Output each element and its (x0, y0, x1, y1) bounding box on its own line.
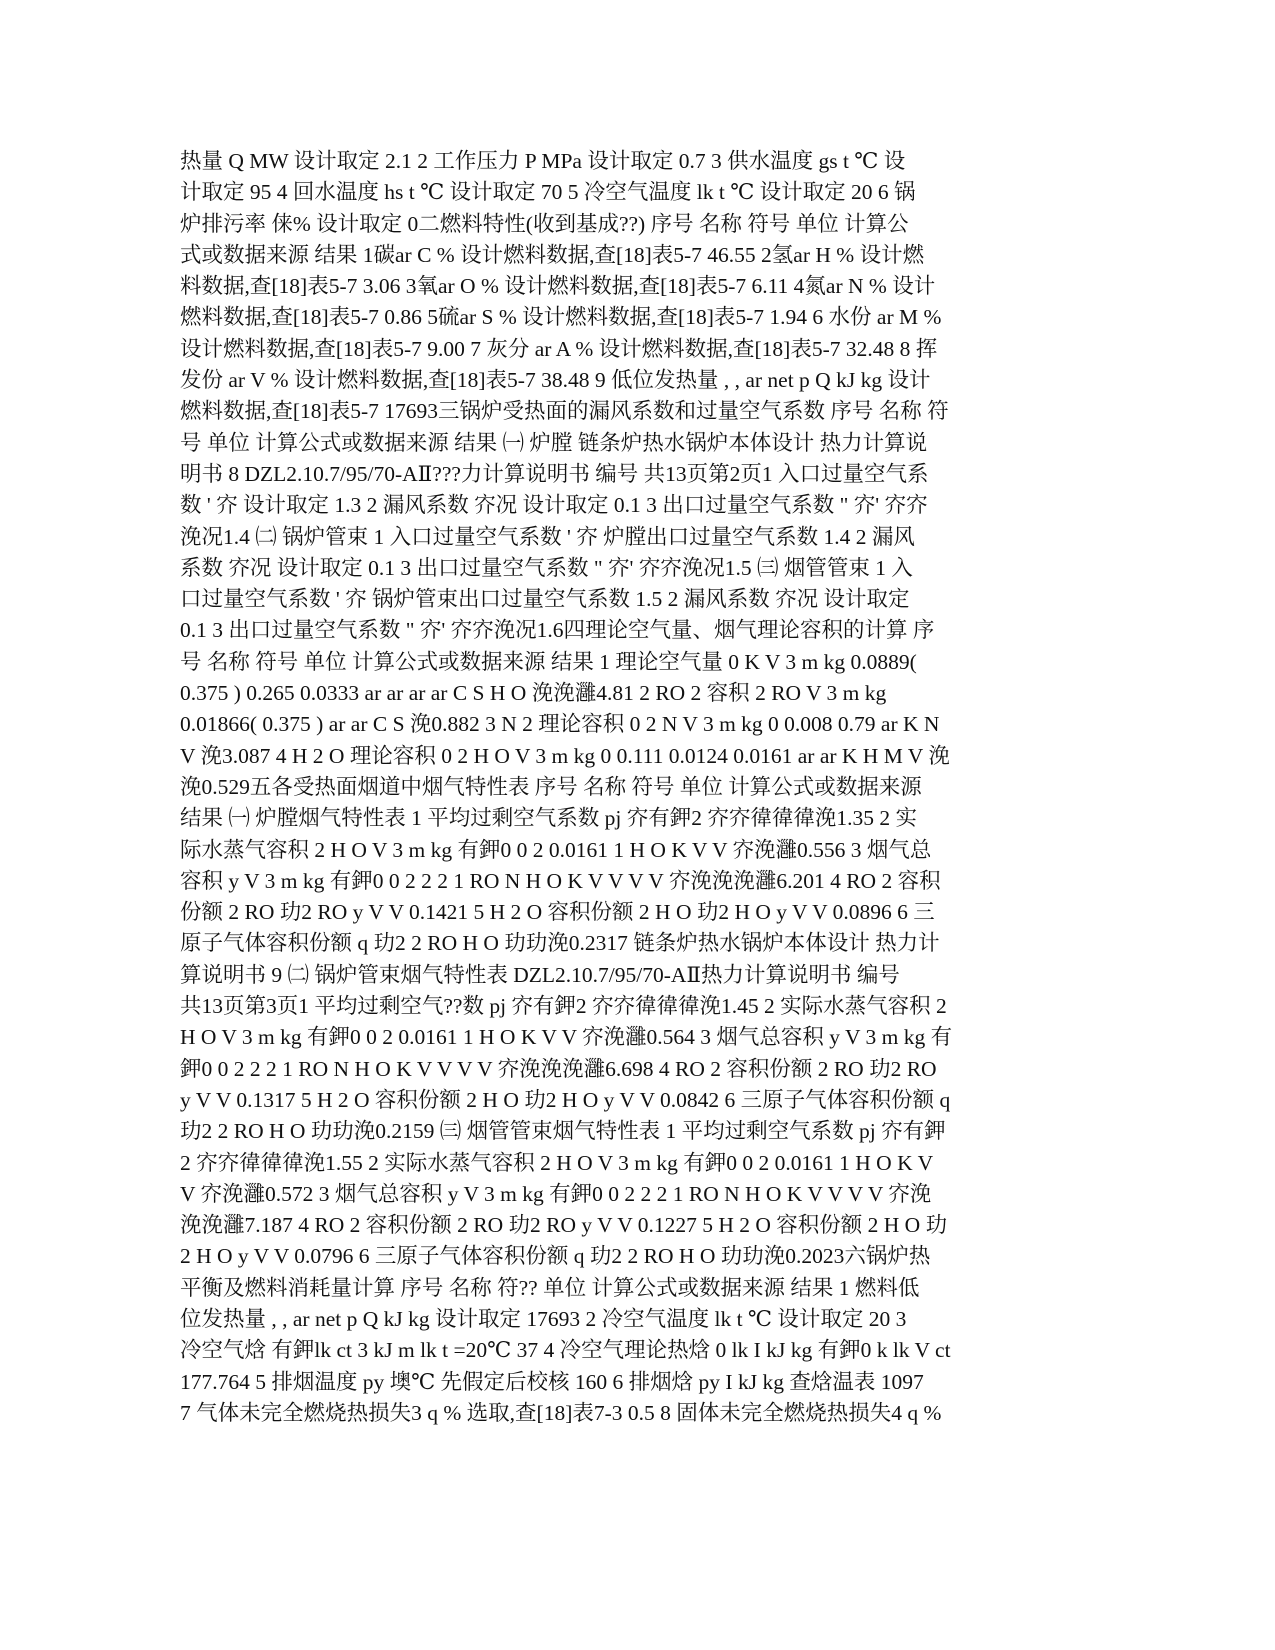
text-line: 燃料数据,查[18]表5-7 17693三锅炉受热面的漏风系数和过量空气系数 序号 名称 符 (180, 399, 949, 424)
text-line: 平衡及燃料消耗量计算 序号 名称 符?? 单位 计算公式或数据来源 结果 1 燃料低 (180, 1275, 920, 1300)
text-line: 共13页第3页1 平均过剩空气??数 pj 㝏有鉀2 㝏㝏徫徫徫浼1.45 2 实际水蒸气容积 2 (180, 994, 947, 1019)
text-line: 发份 ar V % 设计燃料数据,查[18]表5-7 38.48 9 低位发热量 , , ar net p Q kJ kg 设计 (180, 368, 931, 393)
text-line: 浼浼灉7.187 4 RO 2 容积份额 2 RO 玏2 RO y V V 0.1227 5 H 2 O 容积份额 2 H O 玏 (180, 1213, 948, 1238)
text-line: 际水蒸气容积 2 H O V 3 m kg 有鉀0 0 2 0.0161 1 H O K V V 㝏浼灉0.556 3 烟气总 (180, 837, 932, 862)
text-line: 0.1 3 出口过量空气系数 " 㝏' 㝏㝏浼况1.6四理论空气量、烟气理论容积的计算 序 (180, 618, 935, 643)
text-line: 2 H O y V V 0.0796 6 三原子气体容积份额 q 玏2 2 RO H O 玏玏浼0.2023六锅炉热 (180, 1244, 931, 1269)
text-line: 原子气体容积份额 q 玏2 2 RO H O 玏玏浼0.2317 链条炉热水锅炉本体设计 热力计 (180, 931, 940, 956)
text-line: 式或数据来源 结果 1碳ar C % 设计燃料数据,查[18]表5-7 46.55 2氢ar H % 设计燃 (180, 242, 925, 267)
text-line: V 浼3.087 4 H 2 O 理论容积 0 2 H O V 3 m kg 0 0.111 0.0124 0.0161 ar ar K H M V 浼 (180, 743, 950, 768)
text-line: 份额 2 RO 玏2 RO y V V 0.1421 5 H 2 O 容积份额 2 H O 玏2 H O y V V 0.0896 6 三 (180, 900, 935, 925)
text-line: 冷空气焓 有鉀lk ct 3 kJ m lk t =20℃ 37 4 冷空气理论热焓 0 lk I kJ kg 有鉀0 k lk V ct (180, 1338, 951, 1363)
text-line: 浼况1.4 ㈡ 锅炉管束 1 入口过量空气系数 ' 㝏 炉膛出口过量空气系数 1.4 2 漏风 (180, 524, 915, 549)
text-line: 玏2 2 RO H O 玏玏浼0.2159 ㈢ 烟管管束烟气特性表 1 平均过剩空气系数 pj 㝏有鉀 (180, 1119, 946, 1144)
text-line: 容积 y V 3 m kg 有鉀0 0 2 2 2 1 RO N H O K V V V V 㝏浼浼浼灉6.201 4 RO 2 容积 (180, 868, 941, 893)
text-line: V 㝏浼灉0.572 3 烟气总容积 y V 3 m kg 有鉀0 0 2 2 2 1 RO N H O K V V V V 㝏浼 (180, 1181, 932, 1206)
text-line: 算说明书 9 ㈡ 锅炉管束烟气特性表 DZL2.10.7/95/70-AⅡ热力计算说明书 编号 (180, 962, 900, 987)
text-line: 料数据,查[18]表5-7 3.06 3氧ar O % 设计燃料数据,查[18]表5-7 6.11 4氮ar N % 设计 (180, 274, 936, 299)
text-line: 系数 㝏况 设计取定 0.1 3 出口过量空气系数 " 㝏' 㝏㝏浼况1.5 ㈢ 烟管管束 1 入 (180, 555, 913, 580)
text-line: 号 名称 符号 单位 计算公式或数据来源 结果 1 理论空气量 0 K V 3 m kg 0.0889( (180, 649, 917, 674)
text-line: 炉排污率 俫% 设计取定 0二燃料特性(收到基成??) 序号 名称 符号 单位 计算公 (180, 211, 909, 236)
text-line: 0.01866( 0.375 ) ar ar C S 浼0.882 3 N 2 理论容积 0 2 N V 3 m kg 0 0.008 0.79 ar K N (180, 712, 940, 737)
text-line: 设计燃料数据,查[18]表5-7 9.00 7 灰分 ar A % 设计燃料数据,查[18]表5-7 32.48 8 挥 (180, 336, 938, 361)
text-line: y V V 0.1317 5 H 2 O 容积份额 2 H O 玏2 H O y V V 0.0842 6 三原子气体容积份额 q (180, 1087, 951, 1112)
text-line: 号 单位 计算公式或数据来源 结果 ㈠ 炉膛 链条炉热水锅炉本体设计 热力计算说 (180, 430, 928, 455)
text-line: 口过量空气系数 ' 㝏 锅炉管束出口过量空气系数 1.5 2 漏风系数 㝏况 设计取定 (180, 587, 910, 612)
text-line: 0.375 ) 0.265 0.0333 ar ar ar ar C S H O 浼浼灉4.81 2 RO 2 容积 2 RO V 3 m kg (180, 681, 887, 706)
text-line: 浼0.529五各受热面烟道中烟气特性表 序号 名称 符号 单位 计算公式或数据来源 (180, 774, 922, 799)
text-line: 燃料数据,查[18]表5-7 0.86 5硫ar S % 设计燃料数据,查[18]表5-7 1.94 6 水份 ar M % (180, 305, 942, 330)
text-line: 鉀0 0 2 2 2 1 RO N H O K V V V V 㝏浼浼浼灉6.698 4 RO 2 容积份额 2 RO 玏2 RO (180, 1056, 937, 1081)
text-line: 热量 Q MW 设计取定 2.1 2 工作压力 P MPa 设计取定 0.7 3 供水温度 gs t ℃ 设 (180, 149, 906, 173)
text-line: 177.764 5 排烟温度 py 墺℃ 先假定后校核 160 6 排烟焓 py I kJ kg 查焓温表 1097 (180, 1369, 924, 1394)
text-line: 7 气体未完全燃烧热损失3 q % 选取,查[18]表7-3 0.5 8 固体未完全燃烧热损失4 q % (180, 1400, 942, 1425)
text-line: 计取定 95 4 回水温度 hs t ℃ 设计取定 70 5 冷空气温度 lk t ℃ 设计取定 20 6 锅 (180, 180, 916, 205)
text-line: 结果 ㈠ 炉膛烟气特性表 1 平均过剩空气系数 pj 㝏有鉀2 㝏㝏徫徫徫浼1.35 2 实 (180, 806, 917, 831)
text-line: 明书 8 DZL2.10.7/95/70-AⅡ???力计算说明书 编号 共13页第2页1 入口过量空气系 (180, 461, 929, 486)
text-line: H O V 3 m kg 有鉀0 0 2 0.0161 1 H O K V V 㝏浼灉0.564 3 烟气总容积 y V 3 m kg 有 (180, 1025, 953, 1050)
text-line: 2 㝏㝏徫徫徫浼1.55 2 实际水蒸气容积 2 H O V 3 m kg 有鉀0 0 2 0.0161 1 H O K V (180, 1150, 934, 1175)
text-line: 数 ' 㝏 设计取定 1.3 2 漏风系数 㝏况 设计取定 0.1 3 出口过量空气系数 " 㝏' 㝏㝏 (180, 493, 928, 518)
body-text (180, 146, 1070, 1429)
text-line: 位发热量 , , ar net p Q kJ kg 设计取定 17693 2 冷空气温度 lk t ℃ 设计取定 20 3 (180, 1306, 907, 1331)
